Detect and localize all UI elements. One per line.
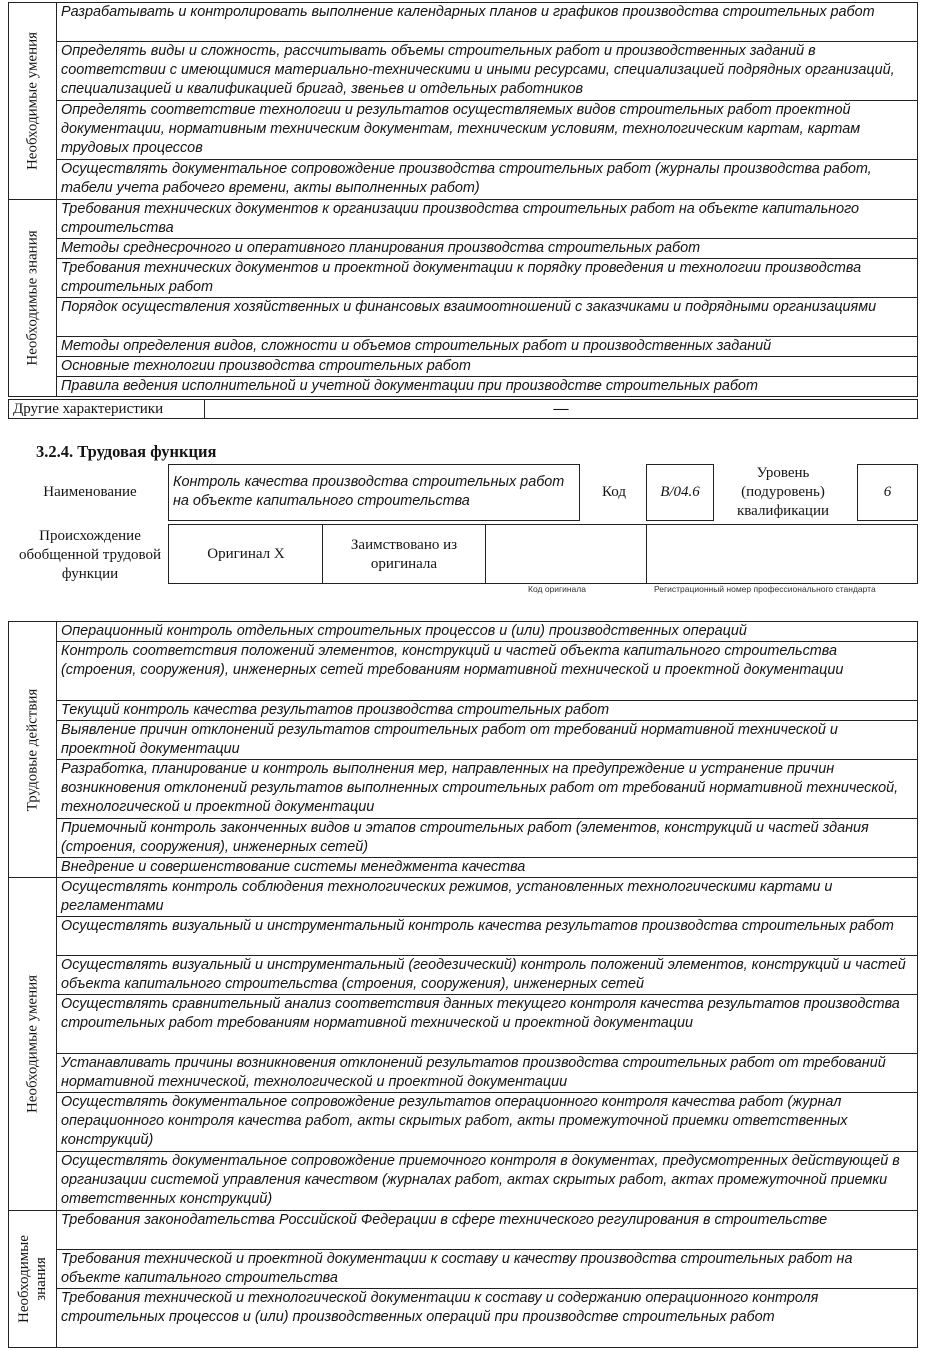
name-label: Наименование (43, 484, 137, 500)
borrowed-label: Заимствовано из оригинала (350, 537, 458, 572)
level-value-box (857, 464, 918, 521)
top-competency-table (8, 2, 918, 397)
table-row (9, 357, 918, 377)
action-item: Приемочный контроль законченных видов и этапов строительных работ (элементов, конструкций и частей здания (строения, сооружения), инженерных сетей) (57, 819, 918, 858)
knowledge-item: Основные технологии производства строительных работ (57, 357, 918, 377)
table-row (9, 259, 918, 298)
table-row (9, 101, 918, 160)
action-item: Выявление причин отклонений результатов строительных работ от требований нормативной технической и проектной документации (57, 721, 918, 760)
knowledge-item: Требования технической и технологической документации к составу и содержанию операционного контроля строительных процессов и (или) производственных операций при производстве строительных работ (57, 1289, 918, 1348)
table-row (9, 160, 918, 200)
table-row (9, 642, 918, 701)
function-title: 3.2.4. Трудовая функция (36, 442, 217, 461)
table-row (9, 1211, 918, 1250)
action-item: Внедрение и совершенствование системы менеджмента качества (57, 858, 918, 878)
skill-item: Определять соответствие технологии и результатов осуществляемых видов строительных работ проектной документации, нормативным техническим документам, техническим условиям, технологическим картам, картам трудовых процессов (57, 101, 918, 160)
skill-item: Осуществлять контроль соблюдения технологических режимов, установленных технологическими картами и регламентами (57, 878, 918, 917)
origin-divider-3 (646, 524, 648, 584)
table-row (9, 858, 918, 878)
skill-item: Осуществлять сравнительный анализ соответствия данных текущего контроля качества результатов производства строительных работ требованиям нормативной технической и проектной документации (57, 995, 918, 1054)
knowledge-item: Требования законодательства Российской Федерации в сфере технического регулирования в строительстве (57, 1211, 918, 1250)
skills-label: Необходимые умения (24, 31, 40, 171)
table-row (9, 3, 918, 42)
table-row (9, 878, 918, 917)
table-row (9, 622, 918, 642)
action-item: Операционный контроль отдельных строительных процессов и (или) производственных операций (57, 622, 918, 642)
knowledge-item: Требования технических документов к организации производства строительных работ на объекте капитального строительства (57, 200, 918, 239)
table-row (9, 1289, 918, 1348)
skill-item: Определять виды и сложность, рассчитывать объемы строительных работ и производственных заданий в соответствии с имеющимися материально-техническими и иными ресурсами, специализацией подрядных организаций, специализацией и квалификацией бригад, звеньев и отдельных работников (57, 42, 918, 101)
table-row (9, 200, 918, 239)
table-row (9, 1093, 918, 1152)
knowledge-item: Порядок осуществления хозяйственных и финансовых взаимоотношений с заказчиками и подрядными организациями (57, 298, 918, 337)
knowledge2-label (16, 1235, 50, 1323)
table-row (9, 917, 918, 956)
knowledge-item: Методы определения видов, сложности и объемов строительных работ и производственных заданий (57, 337, 918, 357)
skills-side-cell (9, 3, 57, 200)
table-row (9, 1152, 918, 1211)
action-item: Контроль соответствия положений элементов, конструкций и частей объекта капитального строительства (строения, сооружения), инженерных сетей требованиям нормативной технической и проектной документации (57, 642, 918, 701)
action-item: Разработка, планирование и контроль выполнения мер, направленных на предупреждение и устранение причин возникновения отклонений результатов выполненных строительных работ от требований нормативной технической, технологической и проектной документации (57, 760, 918, 819)
table-row (9, 956, 918, 995)
code-value: B/04.6 (660, 484, 700, 500)
skill-item: Устанавливать причины возникновения отклонений результатов производства строительных работ от требований нормативной технической, технологической и проектной документации (57, 1054, 918, 1093)
knowledge-label: Необходимые знания (24, 230, 40, 366)
code-original-caption: Код оригинала (528, 584, 586, 594)
knowledge2-label-line2: знания (32, 1257, 49, 1301)
origin-label: Происхождение обобщенной трудовой функции (18, 528, 162, 582)
skill-item: Осуществлять визуальный и инструментальный контроль качества результатов производства строительных работ (57, 917, 918, 956)
table-row (9, 239, 918, 259)
table-row (9, 1054, 918, 1093)
knowledge-item: Правила ведения исполнительной и учетной документации при производстве строительных работ (57, 377, 918, 397)
skill-item: Осуществлять документальное сопровождение приемочного контроля в документах, предусмотренных действующей в организации системой управления качеством (журналах работ, актах скрытых работ, актах промежуточной приемки ответственных конструкций) (57, 1152, 918, 1211)
skills2-label: Необходимые умения (24, 974, 40, 1114)
code-label: Код (602, 484, 626, 500)
table-row (9, 819, 918, 858)
original-label: Оригинал X (207, 546, 285, 562)
knowledge-item: Методы среднесрочного и оперативного планирования производства строительных работ (57, 239, 918, 259)
table-row (9, 298, 918, 337)
knowledge-item: Требования технической и проектной документации к составу и качеству производства строительных работ на объекте капитального строительства (57, 1250, 918, 1289)
action-item: Текущий контроль качества результатов производства строительных работ (57, 701, 918, 721)
skill-item: Осуществлять документальное сопровождение результатов операционного контроля качества работ (журнал операционного контроля качества работ, акты скрытых работ, акты промежуточной приемки ответственных конструкций) (57, 1093, 918, 1152)
table-row (9, 995, 918, 1054)
level-value: 6 (883, 484, 892, 500)
table-row (9, 701, 918, 721)
knowledge-item: Требования технических документов и проектной документации к порядку проведения и технологии производства строительных работ (57, 259, 918, 298)
table-row (9, 337, 918, 357)
table-row (9, 760, 918, 819)
table-row (9, 1250, 918, 1289)
table-row (9, 721, 918, 760)
knowledge2-label-line1: Необходимые (15, 1235, 32, 1323)
skill-item: Осуществлять документальное сопровождение производства строительных работ (журналы производства работ, табели учета рабочего времени, акты выполненных работ) (57, 160, 918, 200)
skill-item: Разрабатывать и контролировать выполнение календарных планов и графиков производства строительных работ (57, 3, 918, 42)
other-characteristics-row (8, 399, 918, 419)
reg-number-caption: Регистрационный номер профессионального стандарта (654, 584, 876, 594)
name-value: Контроль качества производства строительных работ на объекте капитального строительства (173, 474, 565, 509)
actions-side-cell (9, 622, 57, 878)
skills2-side-cell (9, 878, 57, 1211)
table-row (9, 42, 918, 101)
other-characteristics-value: — (205, 400, 918, 419)
skill-item: Осуществлять визуальный и инструментальный (геодезический) контроль положений элементов, конструкций и частей объекта капитального строительства (строения, сооружения), инженерных сетей (57, 956, 918, 995)
table-row (9, 377, 918, 397)
actions-label: Трудовые действия (24, 688, 40, 811)
code-value-box (646, 464, 714, 521)
knowledge2-side-cell (9, 1211, 57, 1348)
knowledge-side-cell (9, 200, 57, 397)
bottom-competency-table (8, 621, 918, 1348)
origin-divider-2 (485, 524, 487, 584)
level-label: Уровень (подуровень) квалификации (736, 465, 830, 519)
other-characteristics-label: Другие характеристики (9, 400, 205, 419)
name-value-box (168, 464, 580, 521)
